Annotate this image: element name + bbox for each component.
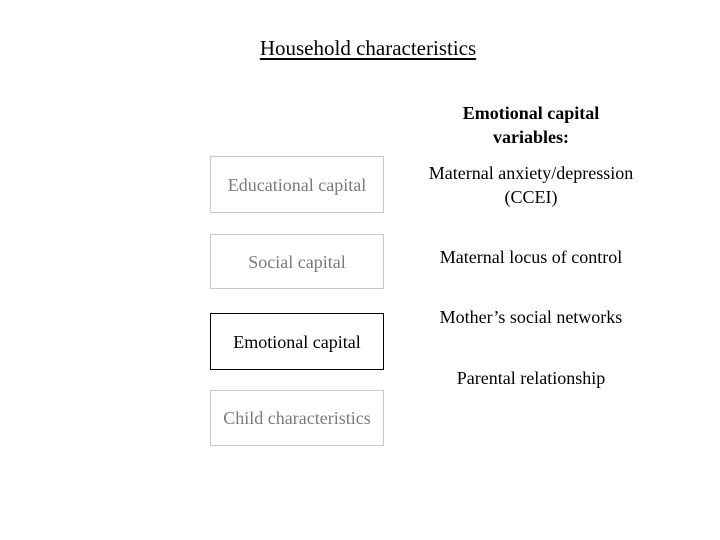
box-child-characteristics [210, 390, 384, 446]
box-emotional-capital [210, 313, 384, 370]
box-educational-capital-label: Educational capital [227, 174, 367, 195]
variable-item: Maternal locus of control [439, 247, 623, 267]
variable-item: Maternal anxiety/depression (CCEI) [428, 163, 634, 207]
box-child-characteristics-label: Child characteristics [223, 408, 371, 428]
diagram-title: Household characteristics [259, 36, 477, 60]
variable-item: Parental relationship [456, 368, 606, 388]
variables-heading: Emotional capital variables: [462, 103, 600, 147]
box-social-capital-label: Social capital [248, 251, 346, 272]
box-educational-capital [210, 156, 384, 213]
box-emotional-capital-label: Emotional capital [233, 331, 361, 352]
variable-item: Mother’s social networks [439, 307, 623, 327]
box-social-capital [210, 234, 384, 289]
